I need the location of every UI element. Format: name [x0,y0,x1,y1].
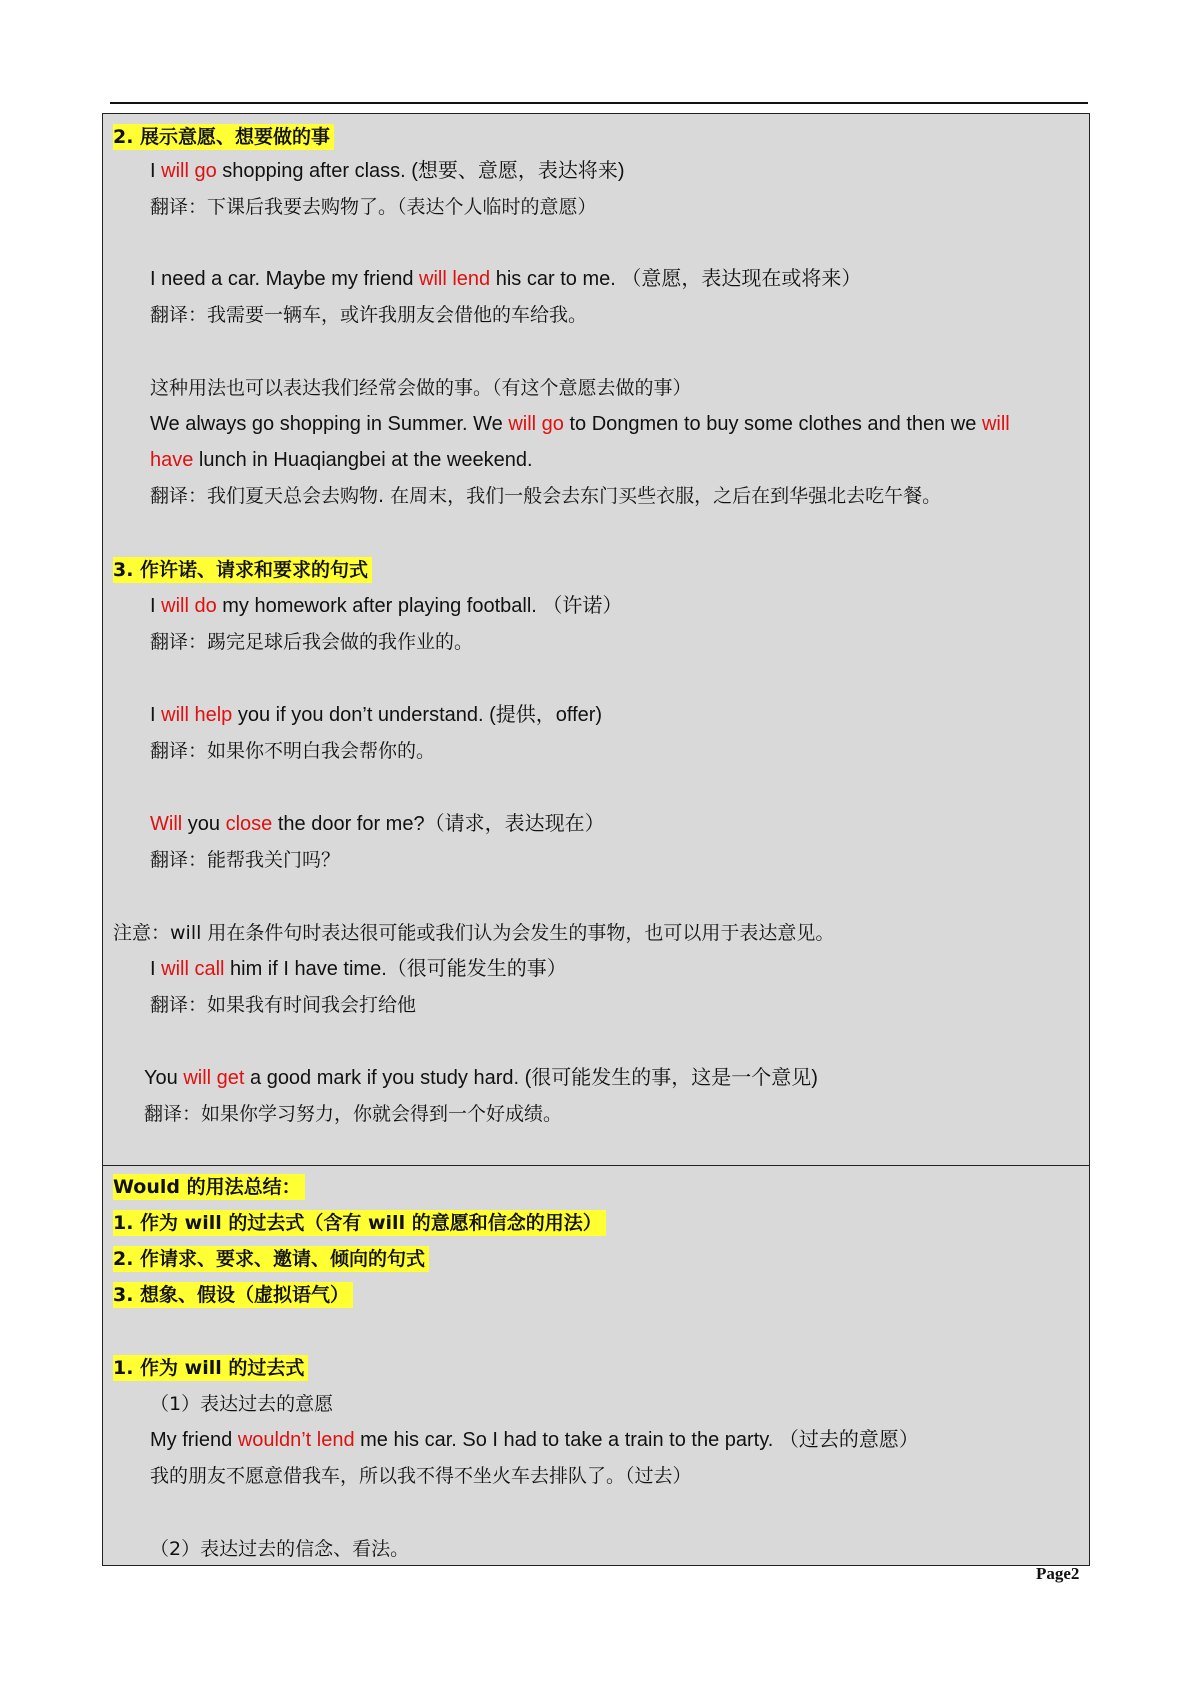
summary-item: 1. 作为 will 的过去式（含有 will 的意愿和信念的用法） [113,1210,606,1236]
translation-line: 翻译：如果你不明白我会帮你的。 [150,740,436,762]
header-rule [110,102,1088,104]
example-sentence-continued: have lunch in Huaqiangbei at the weekend. [150,449,533,471]
section-heading-2: 2. 展示意愿、想要做的事 [113,124,334,150]
summary-item: 3. 想象、假设（虚拟语气） [113,1282,353,1308]
highlighted-verb: wouldn’t lend [237,1429,355,1451]
highlighted-verb: will help [161,704,233,726]
example-sentence: My friend wouldn’t lend me his car. So I had to take a train to the party. （过去的意愿） [150,1429,919,1451]
highlighted-verb: have [150,449,194,471]
highlighted-verb: will go [161,160,217,182]
example-sentence: You will get a good mark if you study hard. (很可能发生的事，这是一个意见) [144,1067,818,1089]
example-sentence: I will help you if you don’t understand. (提供，offer) [150,704,603,726]
translation-line: 我的朋友不愿意借我车，所以我不得不坐火车去排队了。（过去） [150,1465,692,1487]
section-heading-3: 3. 作许诺、请求和要求的句式 [113,557,372,583]
translation-line: 翻译：如果我有时间我会打给他 [150,994,417,1016]
highlighted-verb: will [981,413,1010,435]
sub-heading: （2）表达过去的信念、看法。 [150,1538,410,1560]
example-sentence: I will call him if I have time.（很可能发生的事） [150,958,567,980]
attention-note: 注意：will 用在条件句时表达很可能或我们认为会发生的事物，也可以用于表达意见。 [113,922,835,944]
highlighted-verb: will go [508,413,564,435]
example-sentence: Will you close the door for me?（请求，表达现在） [150,813,605,835]
content-box-will [102,113,1090,1166]
translation-line: 翻译：我们夏天总会去购物. 在周末，我们一般会去东门买些衣服，之后在到华强北去吃午餐。 [150,485,942,507]
translation-line: 翻译：我需要一辆车，或许我朋友会借他的车给我。 [150,304,588,326]
summary-title: Would 的用法总结： [113,1174,305,1200]
highlighted-verb: close [225,813,273,835]
example-sentence: We always go shopping in Summer. We will go to Dongmen to buy some clothes and then we will [150,413,1010,435]
translation-line: 翻译：踢完足球后我会做的我作业的。 [150,631,474,653]
usage-note: 这种用法也可以表达我们经常会做的事。（有这个意愿去做的事） [150,377,692,399]
highlighted-verb: will do [161,595,217,617]
example-sentence: I will do my homework after playing football. （许诺） [150,595,623,617]
translation-line: 翻译：能帮我关门吗？ [150,849,341,871]
sub-heading: （1）表达过去的意愿 [150,1393,334,1415]
highlighted-verb: will get [183,1067,245,1089]
translation-line: 翻译：下课后我要去购物了。（表达个人临时的意愿） [150,196,597,218]
section-heading-would-1: 1. 作为 will 的过去式 [113,1355,308,1381]
summary-item: 2. 作请求、要求、邀请、倾向的句式 [113,1246,429,1272]
example-sentence: I need a car. Maybe my friend will lend his car to me. （意愿，表达现在或将来） [150,268,862,290]
example-sentence: I will go shopping after class. (想要、意愿，表达将来) [150,160,625,182]
page-number: Page2 [1036,1564,1080,1583]
highlighted-verb: Will [150,813,183,835]
translation-line: 翻译：如果你学习努力，你就会得到一个好成绩。 [144,1103,563,1125]
content-box-would [102,1165,1090,1566]
highlighted-verb: will lend [419,268,491,290]
highlighted-verb: will call [161,958,225,980]
